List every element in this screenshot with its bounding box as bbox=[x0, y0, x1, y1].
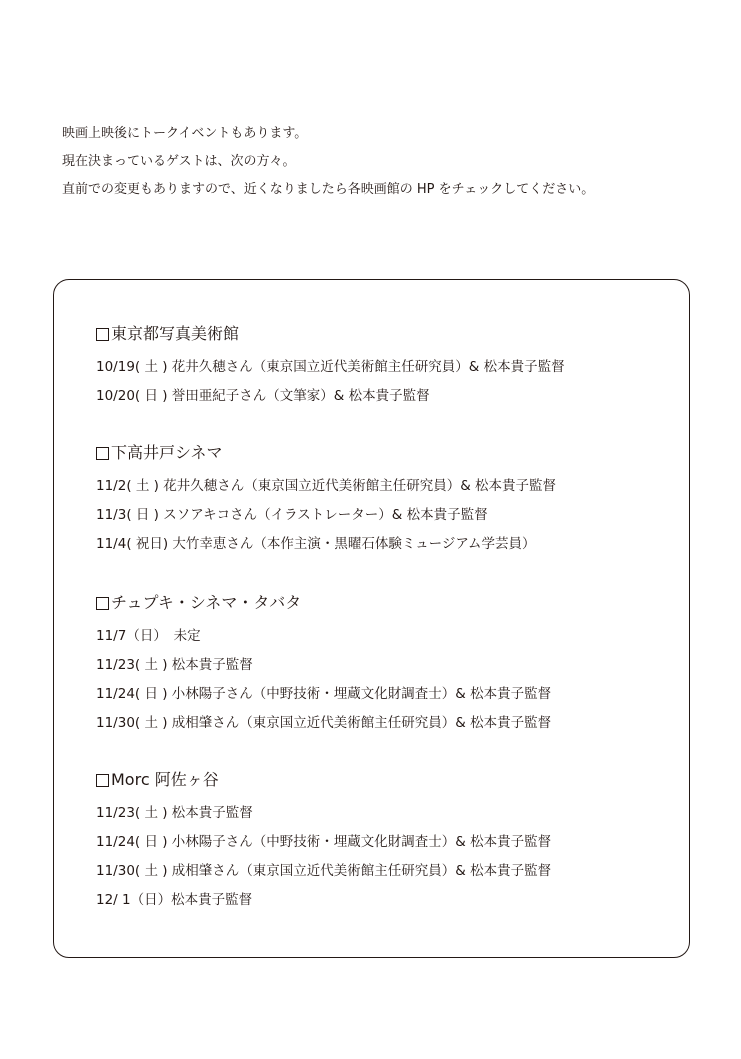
event-item: 11/23( 土 ) 松本貴子監督 bbox=[96, 805, 253, 821]
venue-name: 東京都写真美術館 bbox=[111, 324, 240, 343]
event-item: 11/23( 土 ) 松本貴子監督 bbox=[96, 657, 253, 673]
intro-text bbox=[62, 120, 722, 204]
event-list bbox=[96, 622, 551, 738]
intro-line: 直前での変更もありますので、近くなりましたら各映画館の HP をチェックしてください。 bbox=[62, 182, 595, 197]
event-list bbox=[96, 799, 551, 915]
venue-section-chupki-cinema-tabata bbox=[96, 593, 551, 738]
event-item: 11/30( 土 ) 成相肇さん（東京国立近代美術館主任研究員）& 松本貴子監督 bbox=[96, 863, 552, 879]
intro-line: 映画上映後にトークイベントもあります。 bbox=[62, 126, 308, 141]
venue-title bbox=[96, 770, 551, 790]
venue-name: Morc 阿佐ヶ谷 bbox=[111, 770, 219, 789]
checkbox-icon bbox=[96, 597, 109, 610]
intro-line: 現在決まっているゲストは、次の方々。 bbox=[62, 154, 296, 169]
venue-title bbox=[96, 593, 551, 613]
event-item: 11/2( 土 ) 花井久穂さん（東京国立近代美術館主任研究員）& 松本貴子監督 bbox=[96, 478, 557, 494]
checkbox-icon bbox=[96, 774, 109, 787]
event-item: 11/7（日） 未定 bbox=[96, 628, 201, 644]
event-item: 11/3( 日 ) スソアキコさん（イラストレーター）& 松本貴子監督 bbox=[96, 507, 488, 523]
event-item: 12/ 1（日）松本貴子監督 bbox=[96, 892, 253, 908]
event-item: 11/4( 祝日) 大竹幸恵さん（本作主演・黒曜石体験ミュージアム学芸員） bbox=[96, 536, 536, 552]
event-schedule-box bbox=[53, 279, 690, 958]
event-list bbox=[96, 472, 556, 559]
venue-section-morc-asagaya bbox=[96, 770, 551, 915]
event-item: 11/30( 土 ) 成相肇さん（東京国立近代美術館主任研究員）& 松本貴子監督 bbox=[96, 715, 552, 731]
venue-section-shimotakaido-cinema bbox=[96, 443, 556, 559]
venue-section-tokyo-photo-museum bbox=[96, 324, 565, 411]
event-item: 11/24( 日 ) 小林陽子さん（中野技術・埋蔵文化財調査士）& 松本貴子監督 bbox=[96, 834, 552, 850]
event-item: 11/24( 日 ) 小林陽子さん（中野技術・埋蔵文化財調査士）& 松本貴子監督 bbox=[96, 686, 552, 702]
event-item: 10/19( 土 ) 花井久穂さん（東京国立近代美術館主任研究員）& 松本貴子監督 bbox=[96, 359, 565, 375]
event-item: 10/20( 日 ) 誉田亜紀子さん（文筆家）& 松本貴子監督 bbox=[96, 388, 430, 404]
venue-title bbox=[96, 324, 565, 344]
checkbox-icon bbox=[96, 447, 109, 460]
venue-name: 下高井戸シネマ bbox=[111, 443, 223, 462]
checkbox-icon bbox=[96, 328, 109, 341]
venue-title bbox=[96, 443, 556, 463]
event-list bbox=[96, 353, 565, 411]
venue-name: チュプキ・シネマ・タバタ bbox=[111, 593, 302, 612]
